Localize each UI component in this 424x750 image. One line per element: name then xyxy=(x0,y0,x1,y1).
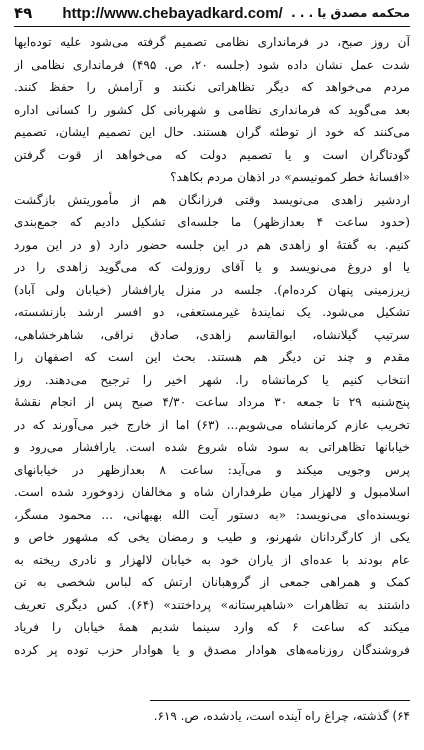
text-line: نویسنده‌ای می‌نویسد: «به دستور آیت الله بهبهانی، ... محمود مسگر، xyxy=(14,507,410,522)
text-line: می‌کنند که خود از توطئه گران هستند. حال این تصمیم ایشان، تصمیم xyxy=(14,125,410,139)
text-line: «افسانهٔ خطر کمونیسم» در اذهان مردم بکاهد؟ xyxy=(170,170,410,184)
text-line: خیابانها تظاهراتی به سود شاه شروع شده است. یارافشار می‌رود و xyxy=(14,440,410,454)
footnote-rule xyxy=(150,700,410,701)
text-line: زیرزمینی پنهان کرده‌ام). جلسه در منزل یارافشار (خیابان ولی آباد) xyxy=(14,282,410,297)
text-line: آن روز صبح، در فرمانداری نظامی تصمیم گرفته می‌شود علیه توده‌ایها xyxy=(14,35,410,49)
body-text xyxy=(14,31,410,681)
text-line: پرس وجویی میکند و می‌آید: ساعت ۸ بعدازظهر در خیابانهای xyxy=(14,462,410,477)
website-url[interactable]: http://www.chebayadkard.com/ xyxy=(62,4,283,22)
text-line: میکند که ساعت ۶ که وارد سینما شدیم همهٔ خیابان را فریاد xyxy=(14,620,410,634)
text-line: مقدم و چند تن دیگر هم هستند. بحث این است که اصفهان را xyxy=(14,350,410,364)
text-line: (حدود ساعت ۴ بعدازظهر) ما جلسه‌ای تشکیل دادیم که جمع‌بندی xyxy=(14,215,410,229)
text-line: شدت عمل نشان داده شود (جلسه ۲۰، ص. ۴۹۵) فرمانداری نظامی از xyxy=(14,57,410,72)
footnote: ۶۴) گذشته، چراغ راه آینده است، یادشده، ص. ۶۱۹. xyxy=(153,709,410,723)
text-line: پنج‌شنبه ۲۹ تا جمعه ۳۰ مرداد ساعت ۴/۳۰ صبح پس از انجام نقشهٔ xyxy=(14,395,410,409)
text-line: گودتاگران است و یا تصمیم دولت که می‌خواهد از قوت گرفتن xyxy=(14,147,410,162)
text-line: فروشندگان روزنامه‌های هوادار مصدق و یا هوادار حزب توده پر کرده xyxy=(14,642,410,657)
running-title: محکمه مصدق یا . . . xyxy=(291,6,410,20)
text-line: سرتیپ گیلانشاه، ابوالقاسم زاهدی، صادق نراقی، شاهرخشاهی، xyxy=(14,327,410,342)
text-line: عام بودند با عده‌ای از یاران خود به خیابان لالهزار و نادری ریخته به xyxy=(14,552,410,567)
text-line: داشتند به تظاهرات «شاهپرستانه» پرداختند» (۶۴). کس دیگری تعریف xyxy=(14,597,410,612)
text-line: انتخاب کنیم یا کرمانشاه را. شهر اخیر را ترجیح می‌دهند. روز xyxy=(14,372,410,387)
text-line: یکی از کارگردانان شهرنو، و طیب و رمضان یخی که مشهور خاص و xyxy=(14,530,410,544)
header-rule xyxy=(14,26,410,27)
text-line: یا او دروغ می‌نویسد و یا آقای روزولت که می‌گوید زاهدی را در xyxy=(14,260,410,274)
page-number: ۴۹ xyxy=(14,4,33,22)
text-line: تخریب عازم کرمانشاه می‌شویم... (۶۳) اما از خارج خبر می‌آورند که در xyxy=(14,417,410,432)
text-line: تشکیل می‌شود. یک نمایندهٔ غیرمستعفی، دو افسر ارشد بازنشسته، xyxy=(14,305,410,319)
text-line: مردم می‌خواهد که دیگر تظاهراتی نکنند و آرامش را حفظ کنند. xyxy=(14,80,410,94)
text-line: کمک و همراهی جمعی از گروهبانان ارتش که لباس شخصی به تن xyxy=(14,575,410,589)
text-line: کنیم. به گفتهٔ او زاهدی هم در این جلسه حضور دارد (و در این مورد xyxy=(14,237,410,252)
text-line: بعد می‌گوید که فرمانداری نظامی و شهربانی کل کشور را کسانی اداره xyxy=(14,102,410,117)
paragraph-1 xyxy=(14,31,410,189)
text-line: اردشیر زاهدی می‌نویسد وقتی فرزانگان هم از مأموریتش بازگشت xyxy=(14,192,410,207)
page-header xyxy=(14,0,410,26)
text-line: اسلامبول و لالهزار میان طرفداران شاه و مخالفان زدوخورد شده است. xyxy=(14,485,410,499)
paragraph-2 xyxy=(14,189,410,662)
